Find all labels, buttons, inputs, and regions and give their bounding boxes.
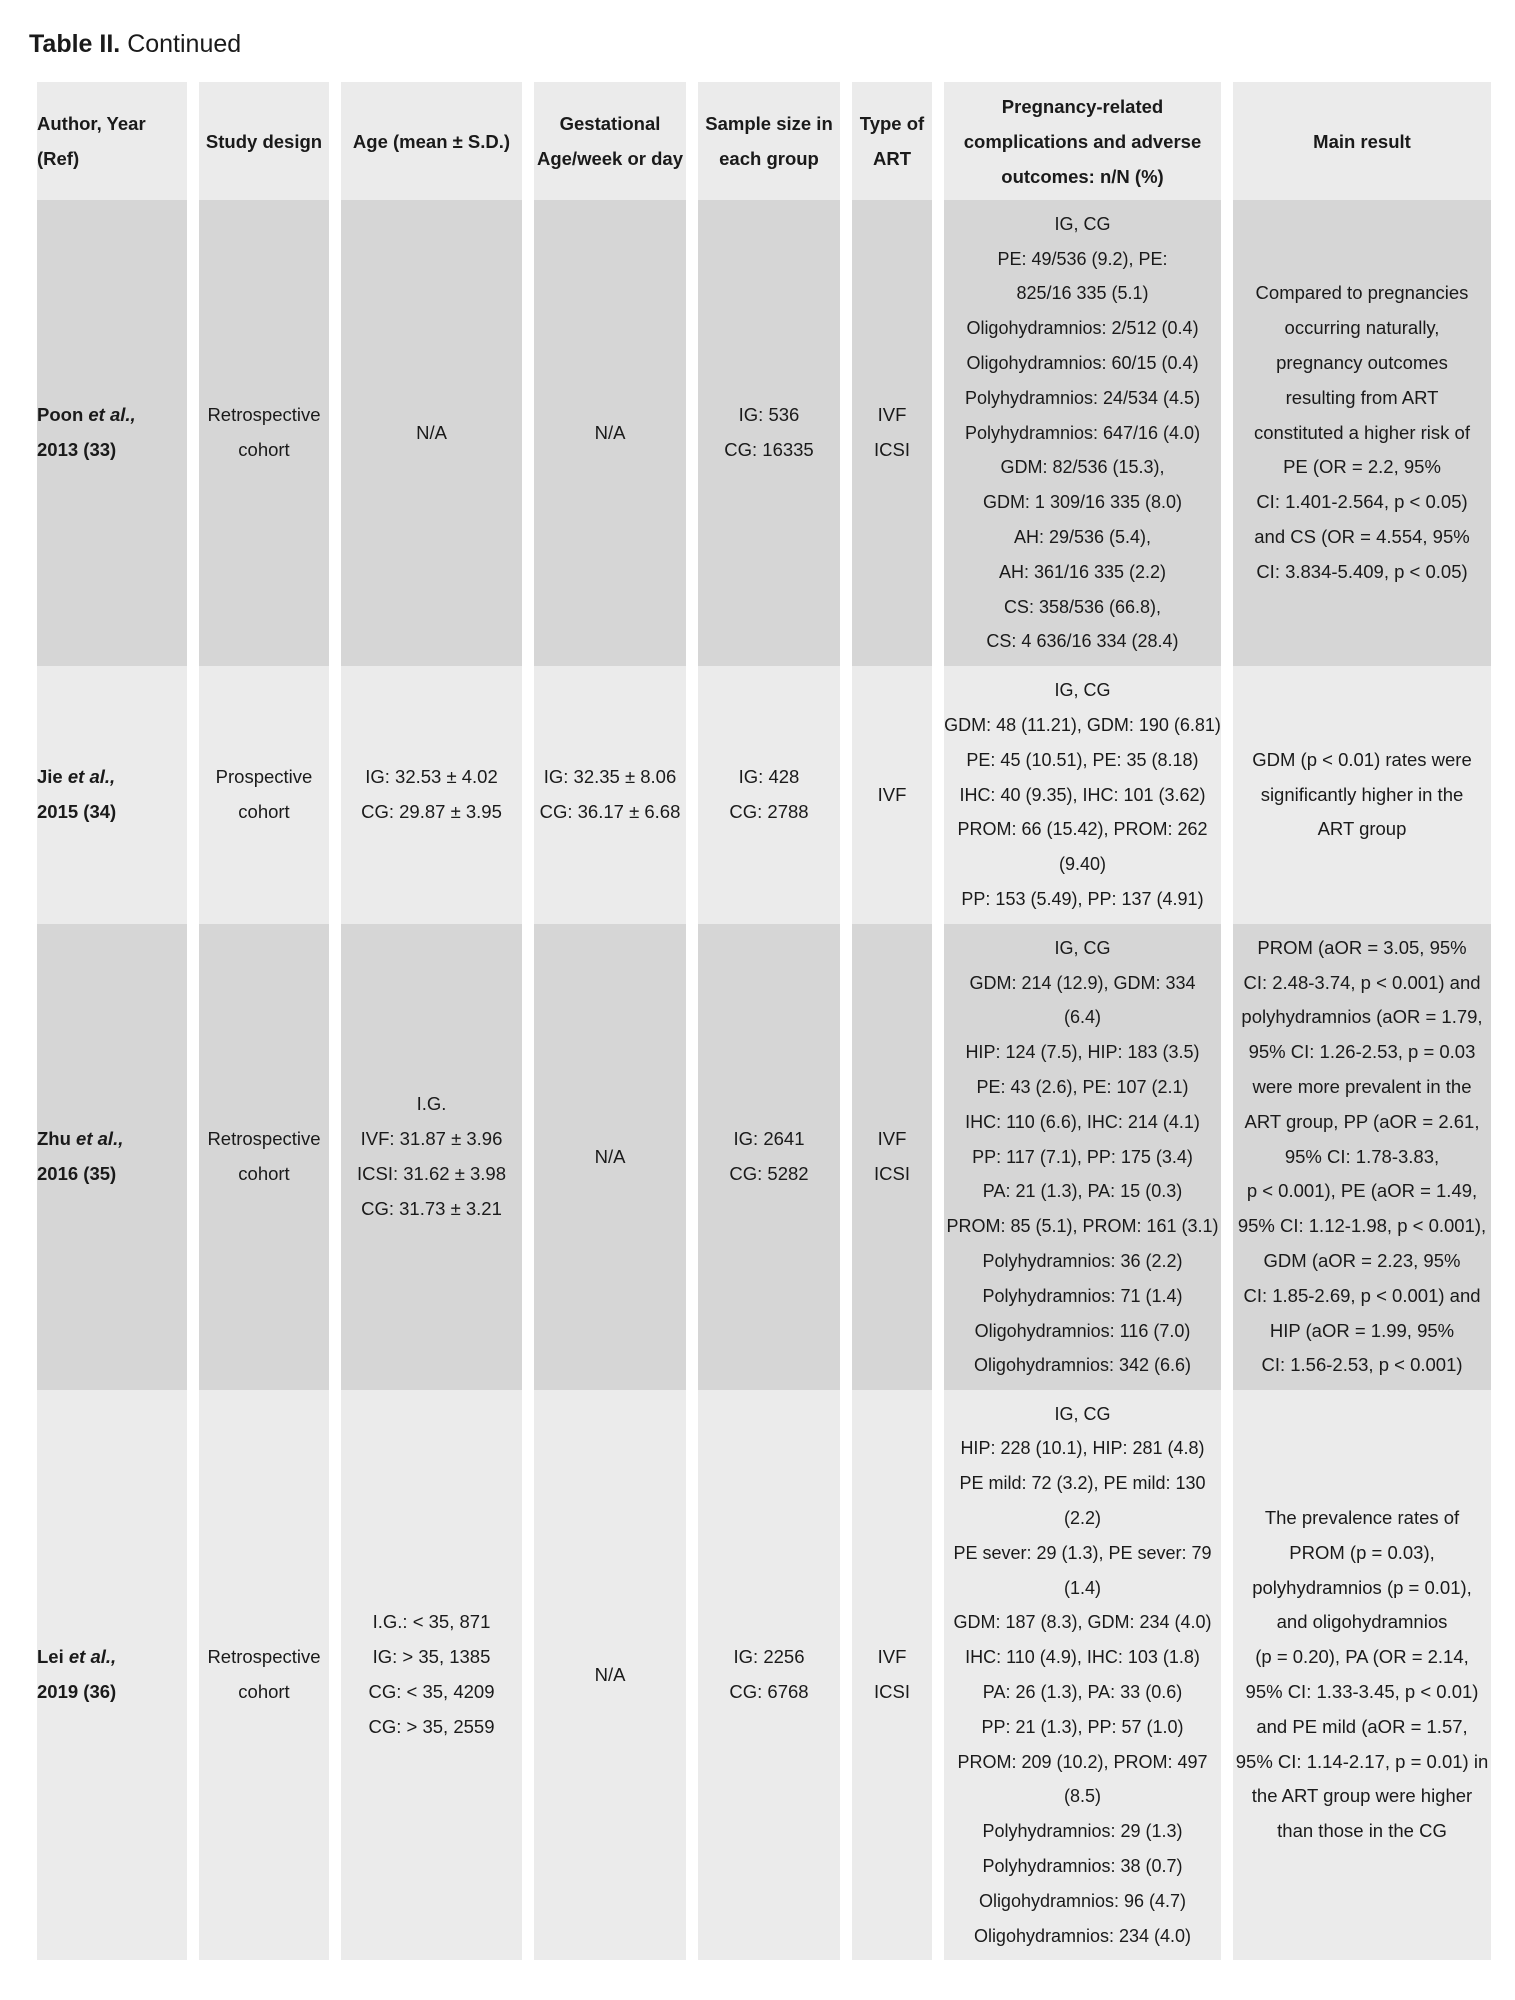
gestational-age-cell [534,200,686,666]
type-of-art-cell-lines [878,778,907,813]
cell-line: AH: 29/536 (5.4), [1013,526,1152,547]
cell-line: ICSI: 31.62 ± 3.98 [357,1163,506,1184]
cell-line: resulting from ART [1285,386,1439,408]
cell-line: AH: 361/16 335 (2.2) [998,561,1167,582]
cell-line: PE mild: 72 (3.2), PE mild: 130 [959,1473,1206,1494]
cell-line: IG: 2256 [733,1646,805,1668]
table-caption-text: Continued [127,30,242,58]
cell-line: GDM (aOR = 2.23, 95% [1263,1249,1461,1271]
study-design-cell [199,1390,329,1960]
cell-line: than those in the CG [1277,1820,1447,1842]
cell-line: PE: 43 (2.6), PE: 107 (2.1) [976,1077,1189,1097]
cell-line: (2.2) [1063,1508,1101,1529]
header-study-design: Study design [199,82,329,200]
cell-line: PP: 153 (5.49), PP: 137 (4.91) [961,888,1204,909]
cell-line: Polyhydramnios: 38 (0.7) [982,1855,1183,1876]
author-name: Poon [37,404,84,426]
cell-line: (1.4) [1063,1577,1101,1598]
age-cell [341,666,522,924]
main-result-cell-lines [1252,743,1472,847]
cell-line: CS: 4 636/16 334 (28.4) [986,631,1179,652]
cell-line: CG: 2788 [729,801,809,822]
cell-line: IG: 2641 [733,1128,805,1150]
cell-line: Retrospective [207,1646,321,1668]
cell-line: CI: 1.85-2.69, p < 0.001) and [1243,1284,1481,1306]
type-of-art-cell [852,200,932,666]
cell-line: HIP (aOR = 1.99, 95% [1269,1319,1455,1341]
cell-line: (8.5) [1063,1786,1101,1807]
header-main-result: Main result [1233,82,1491,200]
cell-line: p < 0.001), PE (aOR = 1.49, [1246,1180,1478,1202]
author-name: Lei [37,1646,64,1668]
cell-line: polyhydramnios (p = 0.01), [1252,1576,1472,1598]
author-cell [37,200,187,666]
cell-line: CG: 29.87 ± 3.95 [361,801,502,822]
table-caption-label: Table II. [29,30,121,58]
cell-line: Polyhydramnios: 24/534 (4.5) [964,387,1201,408]
cell-line: Retrospective [207,404,321,426]
cell-line: GDM: 187 (8.3), GDM: 234 (4.0) [953,1612,1212,1633]
cell-line: PROM (p = 0.03), [1289,1541,1435,1563]
header-type-of-art: Type of ART [852,82,932,200]
cell-line: PROM: 66 (15.42), PROM: 262 [957,819,1208,840]
outcomes-cell-lines [946,931,1218,1383]
gestational-age-cell-lines [595,1658,626,1693]
cell-line: PE: 45 (10.51), PE: 35 (8.18) [966,749,1199,770]
sample-size-cell-lines [729,760,808,830]
gestational-age-cell-lines [595,416,626,451]
cell-line: Oligohydramnios: 60/15 (0.4) [966,353,1199,373]
sample-size-cell [698,1390,840,1960]
author-citation [37,1640,116,1710]
cell-line: CI: 1.56-2.53, p < 0.001) [1261,1354,1463,1376]
cell-line: IVF [877,404,907,426]
author-year: 2019 (36) [37,1681,117,1702]
cell-line: (9.40) [1058,854,1107,875]
cell-line: Oligohydramnios: 342 (6.6) [973,1355,1192,1376]
cell-line: polyhydramnios (aOR = 1.79, [1241,1006,1483,1028]
cell-line: GDM: 48 (11.21), GDM: 190 (6.81) [944,715,1221,735]
study-design-cell-lines [216,760,313,830]
cell-line: Compared to pregnancies [1255,282,1469,304]
author-etal: et al., [67,766,116,788]
author-line [37,1122,123,1157]
cell-line: IVF [877,1646,907,1668]
cell-line: HIP: 124 (7.5), HIP: 183 (3.5) [965,1042,1200,1063]
cell-line: PROM: 209 (10.2), PROM: 497 [957,1751,1208,1772]
author-year: 2016 (35) [37,1163,117,1184]
cell-line: CG: 31.73 ± 3.21 [361,1197,502,1219]
cell-line: CS: 358/536 (66.8), [1003,596,1162,617]
cell-line: N/A [416,421,447,443]
cell-line: IG: 536 [738,404,800,426]
cell-line: IHC: 110 (4.9), IHC: 103 (1.8) [965,1647,1200,1668]
outcomes-cell-lines [944,673,1221,917]
cell-line: IG, CG [1054,937,1111,958]
cell-line: I.G. [416,1093,447,1115]
cell-line: pregnancy outcomes [1276,352,1448,373]
outcomes-cell-lines [953,1397,1211,1954]
cell-line: cohort [238,801,290,822]
main-result-cell [1233,666,1491,924]
header-gestational-age: Gestational Age/week or day [534,82,686,200]
main-result-cell-lines [1254,276,1470,589]
type-of-art-cell-lines [874,1640,910,1710]
cell-line: PP: 21 (1.3), PP: 57 (1.0) [981,1716,1184,1737]
gestational-age-cell [534,924,686,1390]
cell-line: the ART group were higher [1251,1785,1473,1807]
sample-size-cell [698,666,840,924]
cell-line: IG: > 35, 1385 [372,1646,491,1668]
cell-line: IVF [877,1128,907,1150]
cell-line: (6.4) [1063,1007,1101,1028]
cell-line: Polyhydramnios: 29 (1.3) [982,1821,1183,1842]
sample-size-cell-lines [724,398,813,468]
cell-line: HIP: 228 (10.1), HIP: 281 (4.8) [960,1438,1205,1459]
cell-line: CG: > 35, 2559 [368,1715,495,1737]
sample-size-cell-lines [729,1640,808,1710]
cell-line: 95% CI: 1.26-2.53, p = 0.03 [1248,1041,1476,1063]
cell-line: Oligohydramnios: 96 (4.7) [978,1890,1187,1911]
cell-line: 95% CI: 1.14-2.17, p = 0.01) in [1235,1750,1489,1772]
cell-line: ART group, PP (aOR = 2.61, [1244,1110,1480,1132]
cell-line: CI: 3.834-5.409, p < 0.05) [1256,560,1468,582]
cell-line: PE (OR = 2.2, 95% [1283,456,1441,478]
cell-line: IVF: 31.87 ± 3.96 [360,1128,503,1150]
cell-line: CG: 36.17 ± 6.68 [539,801,681,822]
cell-line: ICSI [874,1163,910,1184]
cell-line: IG, CG [1054,213,1111,234]
study-design-cell-lines [207,1640,320,1710]
main-result-cell [1233,1390,1491,1960]
cell-line: IVF [877,783,907,805]
type-of-art-cell [852,666,932,924]
author-line [37,760,116,795]
cell-line: IG: 32.53 ± 4.02 [365,766,498,788]
cell-line: CG: 6768 [729,1681,809,1702]
cell-line: CI: 2.48-3.74, p < 0.001) and [1243,971,1481,993]
cell-line: significantly higher in the [1260,783,1464,805]
type-of-art-cell [852,924,932,1390]
cell-line: cohort [238,1681,290,1702]
cell-line: The prevalence rates of [1264,1507,1460,1529]
cell-line: I.G.: < 35, 871 [372,1611,491,1633]
data-table [37,82,1489,1960]
cell-line: GDM: 1 309/16 335 (8.0) [982,492,1183,513]
cell-line: Retrospective [207,1128,321,1150]
cell-line: 95% CI: 1.78-3.83, [1284,1145,1440,1167]
gestational-age-cell-lines [595,1140,626,1175]
cell-line: IHC: 40 (9.35), IHC: 101 (3.62) [959,784,1206,805]
author-etal: et al., [88,404,136,426]
author-citation [37,1122,123,1192]
cell-line: N/A [594,1663,626,1685]
cell-line: IG: 32.35 ± 8.06 [543,766,677,788]
cell-line: IHC: 110 (6.6), IHC: 214 (4.1) [965,1111,1200,1132]
cell-line: (p = 0.20), PA (OR = 2.14, [1255,1646,1469,1668]
cell-line: occurring naturally, [1284,317,1440,339]
cell-line: 825/16 335 (5.1) [1016,283,1149,304]
outcomes-cell [944,1390,1221,1960]
cell-line: Polyhydramnios: 71 (1.4) [982,1285,1183,1306]
cell-line: GDM (p < 0.01) rates were [1252,748,1472,770]
age-cell-lines [361,760,502,830]
outcomes-cell [944,924,1221,1390]
author-cell [37,1390,187,1960]
main-result-cell-lines [1236,1501,1488,1849]
outcomes-cell-lines [965,207,1200,659]
cell-line: IG, CG [1054,680,1111,701]
cell-line: PROM (aOR = 3.05, 95% [1257,936,1467,958]
type-of-art-cell [852,1390,932,1960]
type-of-art-cell-lines [874,1122,910,1192]
cell-line: and CS (OR = 4.554, 95% [1254,525,1470,547]
cell-line: Polyhydramnios: 36 (2.2) [982,1250,1183,1271]
author-cell [37,924,187,1390]
cell-line: ART group [1317,818,1407,840]
main-result-cell [1233,924,1491,1390]
cell-line: CG: 5282 [729,1163,809,1184]
cell-line: 95% CI: 1.33-3.45, p < 0.01) [1245,1681,1479,1702]
cell-line: 95% CI: 1.12-1.98, p < 0.001), [1237,1215,1487,1237]
cell-line: GDM: 214 (12.9), GDM: 334 [969,972,1196,993]
sample-size-cell [698,200,840,666]
age-cell-lines [416,416,447,451]
age-cell-lines [369,1605,495,1744]
cell-line: and oligohydramnios [1276,1611,1448,1633]
cell-line: cohort [238,439,290,460]
main-result-cell [1233,200,1491,666]
main-result-cell-lines [1238,931,1486,1383]
header-age: Age (mean ± S.D.) [341,82,522,200]
author-citation [37,760,116,830]
author-year: 2015 (34) [37,801,117,822]
cell-line: PP: 117 (7.1), PP: 175 (3.4) [972,1146,1193,1167]
sample-size-cell [698,924,840,1390]
cell-line: PE sever: 29 (1.3), PE sever: 79 [953,1542,1212,1563]
cell-line: Oligohydramnios: 2/512 (0.4) [966,318,1199,339]
cell-line: constituted a higher risk of [1254,421,1470,443]
cell-line: IG: 428 [738,766,800,788]
outcomes-cell [944,200,1221,666]
cell-line: PROM: 85 (5.1), PROM: 161 (3.1) [946,1216,1219,1237]
study-design-cell [199,200,329,666]
cell-line: Oligohydramnios: 234 (4.0) [973,1925,1192,1946]
cell-line: Polyhydramnios: 647/16 (4.0) [964,422,1201,443]
author-etal: et al., [76,1128,124,1150]
study-design-cell [199,666,329,924]
gestational-age-cell-lines [540,760,681,830]
sample-size-cell-lines [729,1122,808,1192]
author-name: Zhu [37,1128,71,1150]
cell-line: CG: 16335 [724,439,814,460]
cell-line: Prospective [215,766,313,788]
cell-line: IG, CG [1054,1403,1111,1424]
author-etal: et al., [68,1646,117,1668]
header-outcomes: Pregnancy-related complications and adverse outcomes: n/N (%) [944,82,1221,200]
author-line [37,1640,116,1675]
study-design-cell-lines [207,398,320,468]
cell-line: CG: < 35, 4209 [368,1681,495,1702]
study-design-cell [199,924,329,1390]
cell-line: CI: 1.401-2.564, p < 0.05) [1256,491,1468,513]
cell-line: ICSI [874,1681,910,1702]
cell-line: PA: 26 (1.3), PA: 33 (0.6) [982,1682,1183,1702]
author-year: 2013 (33) [37,439,117,460]
age-cell [341,1390,522,1960]
cell-line: cohort [238,1163,290,1184]
age-cell [341,200,522,666]
header-sample-size: Sample size in each group [698,82,840,200]
table-caption [29,28,241,60]
cell-line: N/A [594,1145,626,1167]
author-name: Jie [37,766,63,788]
header-author: Author, Year (Ref) [37,82,187,200]
cell-line: were more prevalent in the [1252,1076,1472,1097]
author-line [37,398,136,433]
outcomes-cell [944,666,1221,924]
age-cell-lines [357,1087,506,1226]
author-cell [37,666,187,924]
cell-line: and PE mild (aOR = 1.57, [1256,1715,1468,1737]
age-cell [341,924,522,1390]
cell-line: ICSI [874,439,910,460]
cell-line: GDM: 82/536 (15.3), [1000,457,1165,478]
gestational-age-cell [534,666,686,924]
cell-line: Oligohydramnios: 116 (7.0) [974,1320,1191,1341]
gestational-age-cell [534,1390,686,1960]
cell-line: PA: 21 (1.3), PA: 15 (0.3) [982,1181,1183,1202]
study-design-cell-lines [207,1122,320,1192]
cell-line: N/A [594,421,626,443]
type-of-art-cell-lines [874,398,910,468]
cell-line: PE: 49/536 (9.2), PE: [997,248,1168,269]
author-citation [37,398,136,468]
